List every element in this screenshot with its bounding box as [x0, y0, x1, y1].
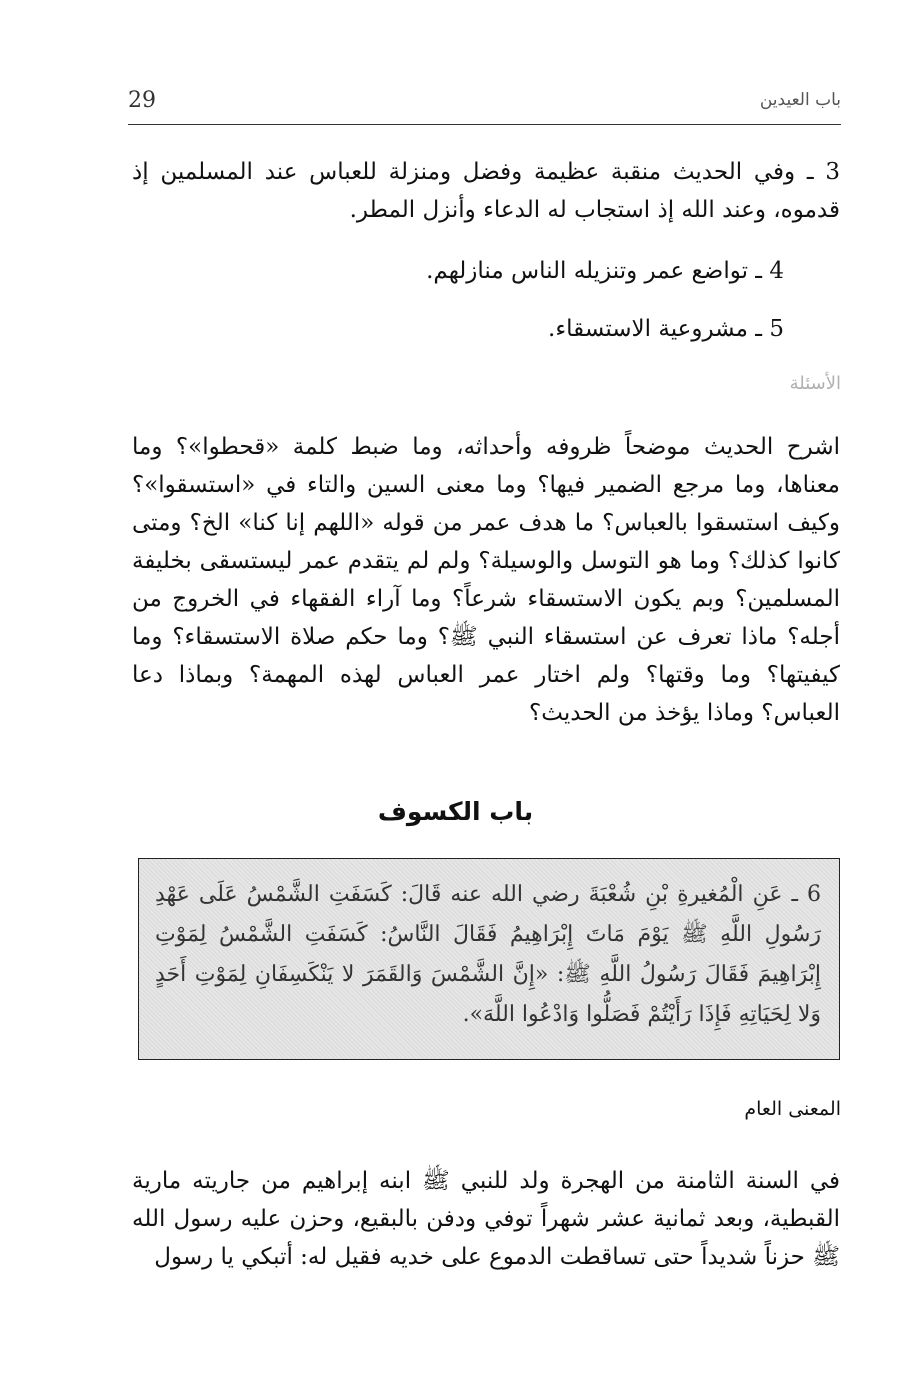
questions-label: الأسئلة [789, 373, 841, 394]
page-number: 29 [128, 88, 156, 113]
hadith-text: 6 ـ عَنِ الْمُغيرةِ بْنِ شُعْبَةَ رضي الله عنه قَالَ: كَسَفَتِ الشَّمْسُ عَلَى عَهْدِ رَسُولِ اللَّهِ ﷺ يَوْمَ مَاتَ إِبْرَاهِيمُ فَقَالَ النَّاسُ: كَسَفَتِ الشَّمْسُ لِمَوْتِ إِبْرَاهِيمَ فَقَالَ رَسُولُ اللَّهِ ﷺ: «إِنَّ الشَّمْسَ وَالقَمَرَ لا يَنْكَسِفَانِ لِمَوْتِ أَحَدٍ وَلا لِحَيَاتِهِ فَإِذَا رَأَيْتُمْ فَصَلُّوا وَادْعُوا اللَّهَ». [155, 882, 821, 1027]
general-meaning-paragraph: في السنة الثامنة من الهجرة ولد للنبي ﷺ ابنه إبراهيم من جاريته مارية القبطية، وبعد ثمانية عشر شهراً توفي ودفن بالبقيع، وحزن عليه رسول الله ﷺ حزناً شديداً حتى تساقطت الدموع على خديه فقيل له: أتبكي يا رسول [132, 1168, 841, 1270]
page-header [128, 84, 841, 125]
chapter-title: باب الكسوف [377, 797, 534, 826]
lesson-item-3: 3 ـ وفي الحديث منقبة عظيمة وفضل ومنزلة للعباس عند المسلمين إذ قدموه، وعند الله إذ استجاب له الدعاء وأنزل المطر. [132, 159, 840, 223]
hadith-box [138, 858, 840, 1060]
lesson-item-5: 5 ـ مشروعية الاستسقاء. [548, 316, 784, 342]
general-meaning-heading: المعنى العام [744, 1098, 841, 1120]
questions-paragraph: اشرح الحديث موضحاً ظروفه وأحداثه، وما ضبط كلمة «قحطوا»؟ وما معناها، وما مرجع الضمير فيها؟ وما معنى السين والتاء في «استسقوا»؟ وكيف استسقوا بالعباس؟ ما هدف عمر من قوله «اللهم إنا كنا» الخ؟ ومتى كانوا كذلك؟ وما هو التوسل والوسيلة؟ ولم لم يتقدم عمر ليستسقى بخليفة المسلمين؟ وبم يكون الاستسقاء شرعاً؟ وما آراء الفقهاء في الخروج من أجله؟ ماذا تعرف عن استسقاء النبي ﷺ؟ وما حكم صلاة الاستسقاء؟ وما كيفيتها؟ وما وقتها؟ ولم اختار عمر العباس لهذه المهمة؟ وبماذا دعا العباس؟ وماذا يؤخذ من الحديث؟ [132, 434, 840, 726]
lesson-item-4: 4 ـ تواضع عمر وتنزيله الناس منازلهم. [426, 258, 784, 284]
running-title: باب العيدين [759, 90, 841, 110]
